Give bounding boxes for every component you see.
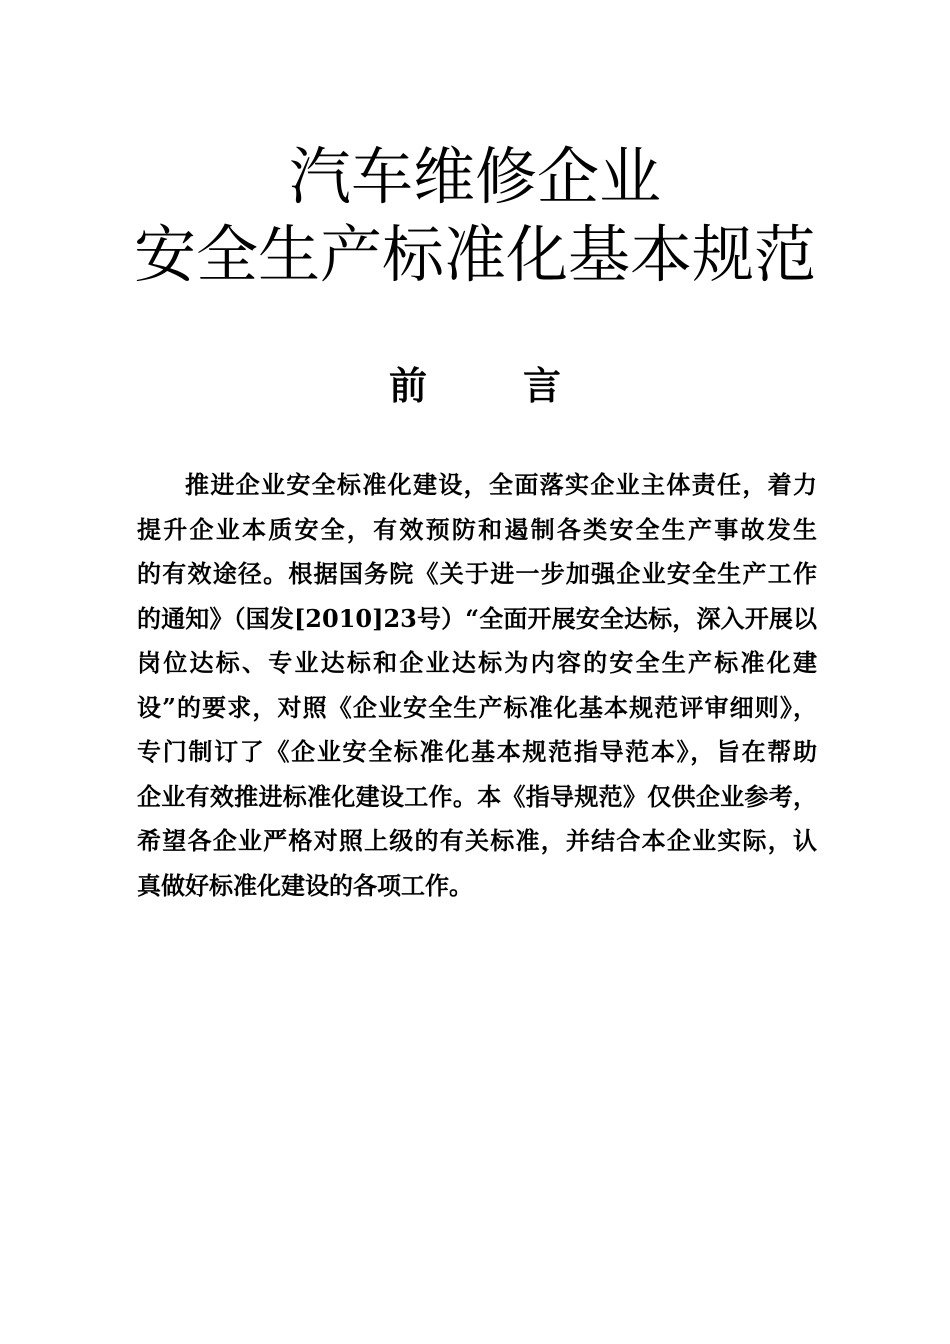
- paragraph-line: 的通知》（国发[2010]23号）“全面开展安全达标，深入开展以: [137, 603, 817, 633]
- paragraph-line: 企业有效推进标准化建设工作。本《指导规范》仅供企业参考，: [137, 781, 817, 811]
- paragraph-line: 提升企业本质安全，有效预防和遏制各类安全生产事故发生: [137, 514, 817, 544]
- paragraph-line: 希望各企业严格对照上级的有关标准，并结合本企业实际，认: [137, 826, 817, 855]
- paragraph-line: 的有效途径。根据国务院《关于进一步加强企业安全生产工作: [137, 559, 817, 588]
- preface-heading: [0, 358, 950, 414]
- document-title: [0, 138, 950, 294]
- preface-char-1: 前: [388, 363, 427, 408]
- paragraph-line: 设”的要求，对照《企业安全生产标准化基本规范评审细则》，: [137, 692, 817, 722]
- paragraph-line: 岗位达标、专业达标和企业达标为内容的安全生产标准化建: [137, 648, 817, 677]
- preface-char-2: 言: [523, 363, 562, 408]
- preface-paragraph: [137, 463, 817, 908]
- title-line-1: 汽车维修企业: [288, 140, 661, 213]
- title-line-2: 安全生产标准化基本规范: [133, 218, 816, 291]
- paragraph-line: 专门制订了《企业安全标准化基本规范指导范本》，旨在帮助: [137, 737, 817, 766]
- paragraph-line: 推进企业安全标准化建设，全面落实企业主体责任，着力: [185, 470, 817, 499]
- paragraph-line: 真做好标准化建设的各项工作。: [137, 870, 473, 900]
